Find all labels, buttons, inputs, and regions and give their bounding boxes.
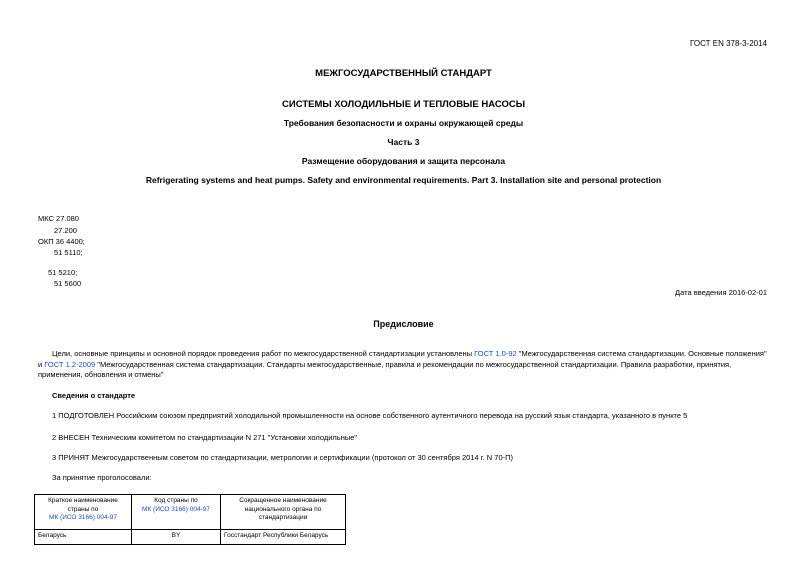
column-header-code — [132, 495, 221, 530]
okp-code-1: ОКП 36 4400; — [38, 237, 85, 246]
okp-code-3: 51 5210; — [48, 268, 78, 277]
gost-1-0-link[interactable]: ГОСТ 1.0-92 — [474, 349, 517, 358]
about-item-1: 1 ПОДГОТОВЛЕН Российским союзом предприятий холодильной промышленности на основе собственного аутентичного перевода на русский язык стандарта, указанного в пункте 5 — [52, 411, 688, 420]
code-cell: BY — [132, 530, 221, 545]
about-item-2: 2 ВНЕСЕН Техническим комитетом по стандартизации N 271 "Установки холодильные" — [52, 433, 358, 442]
standard-subtitle: Требования безопасности и охраны окружающей среды — [283, 118, 524, 128]
mk-iso-link[interactable]: МК (ИСО 3166) 004-97 — [142, 505, 210, 513]
mks-code-2: 27.200 — [54, 226, 77, 235]
document-code: ГОСТ EN 378-3-2014 — [690, 39, 767, 48]
table-row — [35, 530, 346, 545]
mks-code-1: МКС 27.080 — [38, 214, 79, 223]
gost-1-2-link[interactable]: ГОСТ 1.2-2009 — [44, 359, 96, 369]
interstate-standard-title: МЕЖГОСУДАРСТВЕННЫЙ СТАНДАРТ — [315, 68, 492, 79]
table-header-row — [35, 495, 346, 530]
about-item-3: 3 ПРИНЯТ Межгосударственным советом по стандартизации, метрологии и сертификации (протокол от 30 сентября 2014 г. N 70-П) — [52, 453, 513, 462]
part-number: Часть 3 — [387, 137, 420, 147]
header-text: Код страны по — [154, 497, 198, 504]
mk-iso-link[interactable]: МК (ИСО 3166) 004-97 — [49, 514, 117, 521]
preface-text: "Межгосударственная система стандартизации. Стандарты межгосударственные, правила и рекомендации по межгосударственной стандартизации. Правила разработки, принятия, применения, обновления и отмены" — [38, 359, 732, 379]
okp-code-4: 51 5600 — [54, 279, 82, 288]
header-text: Краткое наименование страны по — [48, 497, 118, 513]
english-title: Refrigerating systems and heat pumps. Safety and environmental requirements. Part 3. Installation site and personal protection — [145, 175, 662, 185]
standard-main-title: СИСТЕМЫ ХОЛОДИЛЬНЫЕ И ТЕПЛОВЫЕ НАСОСЫ — [282, 99, 525, 110]
voted-label: За принятие проголосовали: — [52, 473, 152, 482]
introduction-date: Дата введения 2016-02-01 — [675, 288, 767, 297]
preface-heading: Предисловие — [373, 319, 434, 329]
column-header-body: Сокращенное наименование национального органа по стандартизации — [221, 495, 346, 530]
preface-text: Цели, основные принципы и основной порядок проведения работ по межгосударственной стандартизации установлены — [52, 349, 475, 358]
column-header-country — [35, 495, 132, 530]
okp-code-2: 51 5110; — [54, 248, 83, 257]
part-subject: Размещение оборудования и защита персонала — [301, 156, 506, 166]
country-cell: Беларусь — [35, 530, 132, 545]
preface-intro-paragraph — [38, 349, 770, 381]
about-standard-heading: Сведения о стандарте — [52, 391, 136, 400]
voting-countries-table — [34, 494, 346, 545]
preface-text: "Межгосударственная система стандартизации. Основные положения" и — [38, 349, 767, 369]
body-cell: Госстандарт Республики Беларусь — [221, 530, 346, 545]
